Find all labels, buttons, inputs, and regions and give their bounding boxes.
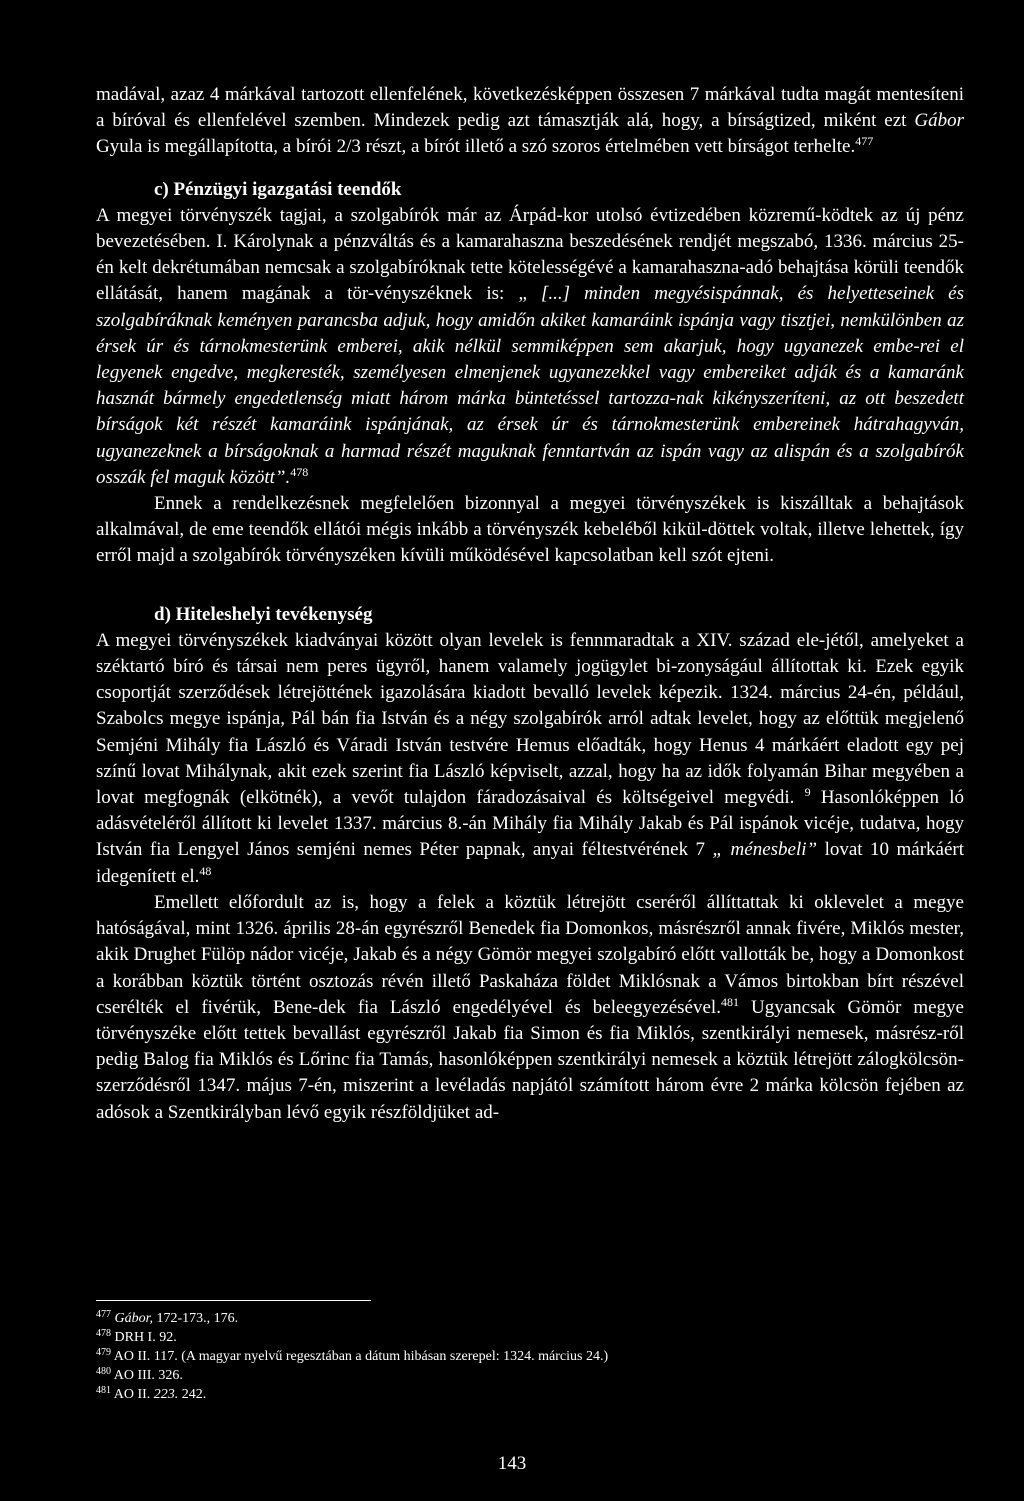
footnote-ref-481[interactable]: 481	[720, 994, 739, 1009]
footnote-text: AO II. 117. (A magyar nyelvű regesztában a dátum hibásan szerepel: 1324. március 24.)	[111, 1349, 609, 1364]
paragraph-5-text-2: Ugyancsak Gömör megye törvényszéke előtt tettek bevallást egyrészről Jakab fia Simon és fia Miklós, szentkirályi nemesek, másrész-ről pedig Balog fia Miklós és Lőrinc fia Tamás, hasonlóképpen szentkirályi nemesek a köztük létrejött zálogkölcsön-szerződésről 1347. május 7-én, miszerint a levéladás napjától számított három évre 2 márka kölcsön fejében az adósok a Szentkirályban lévő egyik részföldjüket ad-	[96, 996, 964, 1123]
footnote-number: 477	[96, 1309, 111, 1320]
paragraph-1-text: madával, azaz 4 márkával tartozott ellenfelének, következésképpen összesen 7 márkával tudta magát mentesíteni a bíróval és ellenfelével szemben. Mindezek pedig azt támasztják alá, hogy, a bírságtized, miként ezt	[96, 84, 964, 132]
paragraph-4-text: A megyei törvényszékek kiadványai között olyan levelek is fennmaradtak a XIV. század ele-jétől, amelyeket a széktartó bíró és társai nem peres ügyről, hanem valamely jogügylet bi-zonyságául állítottak ki. Ezek egyik csoportját szerződések létrejöttének igazolására kiadott bevalló levelek képezik. 1324. március 24-én, például, Szabolcs megye ispánja, Pál bán fia István és a négy szolgabírók arról adtak levelet, hogy az előttük megjelenő Semjéni Mihály fia László és Váradi István testvére Hemus előadták, hogy Henus 4 márkáért eladott egy pej színű lovat Mihálynak, akit ezek szerint fia László képviselt, azzal, hogy ha az idők folyamán Bihar megyében a lovat megfognák (elkötnék), a vevőt tulajdon fáradozásaival és költségeivel megvédi.	[96, 629, 964, 809]
page-body	[96, 82, 964, 1126]
footnote-479	[96, 1347, 964, 1366]
quoted-term: „ ménesbeli”	[712, 839, 818, 861]
footnote-478	[96, 1328, 964, 1347]
footnote-text-end: 242.	[178, 1387, 207, 1402]
footnote-481	[96, 1385, 964, 1404]
section-heading-d: d) Hiteleshelyi tevékenység	[154, 603, 373, 625]
footnote-text: AO III. 326.	[111, 1368, 183, 1383]
footnote-ref-478[interactable]: 478	[290, 464, 309, 479]
paragraph-4-text-3: lovat 10 márkáért idegenített el.	[96, 839, 964, 887]
paragraph-1-text-end: Gyula is megállapította, a bírói 2/3 részt, a bírót illető a szó szoros értelmében vett bírságot terhelte.	[96, 136, 856, 158]
section-heading-c: c) Pénzügyi igazgatási teendők	[154, 178, 402, 200]
footnote-480	[96, 1366, 964, 1385]
footnote-italic: 223.	[153, 1387, 179, 1402]
paragraph-5-text: Emellett előfordult az is, hogy a felek a köztük létrejött cseréről állíttattak ki oklevelet a megye hatóságával, mint 1326. április 28-án egyrészről Benedek fia Domonkos, másrészről annak fivére, Miklós mester, akik Drughet Fülöp nádor vicéje, Jakab és a négy Gömör megyei szolgabíró előtt vallották be, hogy a Domonkost a korábban köztük történt osztozás révén illető Paskaháza földet Miklósnak a Vámos birtokban bírt részével cserélték el fivérük, Bene-dek fia László engedélyével és beleegyezésével.	[96, 891, 964, 1018]
footnote-text: AO II.	[111, 1387, 154, 1402]
footnote-477	[96, 1309, 964, 1328]
paragraph-3: Ennek a rendelkezésnek megfelelően bizonnyal a megyei törvényszékek is kiszálltak a behajtások alkalmával, de eme teendők ellátói mégis inkább a törvényszék kebeléből kikül-döttek voltak, illetve lehettek, így erről majd a szolgabírók törvényszéken kívüli működésével kapcsolatban kell szót ejteni.	[96, 493, 964, 567]
footnote-italic: Gábor,	[114, 1311, 154, 1326]
footnote-divider	[96, 1300, 371, 1301]
footnote-number: 481	[96, 1385, 111, 1396]
paragraph-1	[96, 82, 964, 161]
footnote-ref-480[interactable]: 48	[199, 863, 212, 878]
footnote-number: 479	[96, 1347, 111, 1358]
footnote-text: DRH I. 92.	[111, 1330, 177, 1345]
decree-quote: [...] minden megyésispánnak, és helyetteseinek és szolgabíráknak keményen parancsba adjuk, hogy amidőn akiket kamaráink ispánja vagy tisztjei, nemkülönben az érsek úr és tárnokmesterünk emberei, akik nélkül semmiképpen sem akarjuk, hogy ugyanezek embe-rei el legyenek engedve, megkeresték, személyesen elmenjenek ugyanezekkel vagy embereiket adják és a kamaránk hasznát bármely engedetlenség miatt három márka büntetéssel tartozza-nak kikényszeríteni, az ott beszedett bírságok két részét kamaráink ispánjának, az érsek úr és tárnokmesterünk embereinek hátrahagyván, ugyanezeknek a bírságoknak a harmad részét maguknak fenntartván az ispán vagy az alispán és a szolgabírók osszák fel maguk között”.	[96, 283, 964, 488]
page-number: 143	[497, 1453, 527, 1474]
paragraph-4-text-2: Hasonlóképpen ló adásvételéről állított ki levelet 1337. március 8.-án Mihály fia Mihály Jakab és Pál ispánok vicéje, tudatva, hogy István fia Lengyel János semjéni nemes Péter papnak, anyai féltestvérének 7	[96, 787, 964, 861]
footnote-ref-479[interactable]: 9	[804, 785, 811, 800]
paragraph-5	[96, 890, 964, 1126]
paragraph-4	[96, 628, 964, 890]
footnote-text: 172-173., 176.	[153, 1311, 239, 1326]
footnotes	[96, 1309, 964, 1404]
paragraph-2	[96, 203, 964, 491]
footnote-number: 478	[96, 1328, 111, 1339]
footnote-number: 480	[96, 1366, 111, 1377]
footnote-ref-477[interactable]: 477	[855, 134, 874, 149]
paragraph-2-text: A megyei törvényszék tagjai, a szolgabírók már az Árpád-kor utolsó évtizedében közremű-ködtek az új pénz bevezetésében. I. Károlynak a pénzváltás és a kamarahaszna beszedésének rendjét megszabó, 1336. március 25-én kelt dekrétumában nemcsak a szolgabíróknak tette kötelességévé a kamarahaszna-adó behajtása körüli teendők ellátását, hanem magának a tör-vényszéknek is: „	[96, 204, 964, 305]
author-name: Gábor	[914, 110, 964, 132]
